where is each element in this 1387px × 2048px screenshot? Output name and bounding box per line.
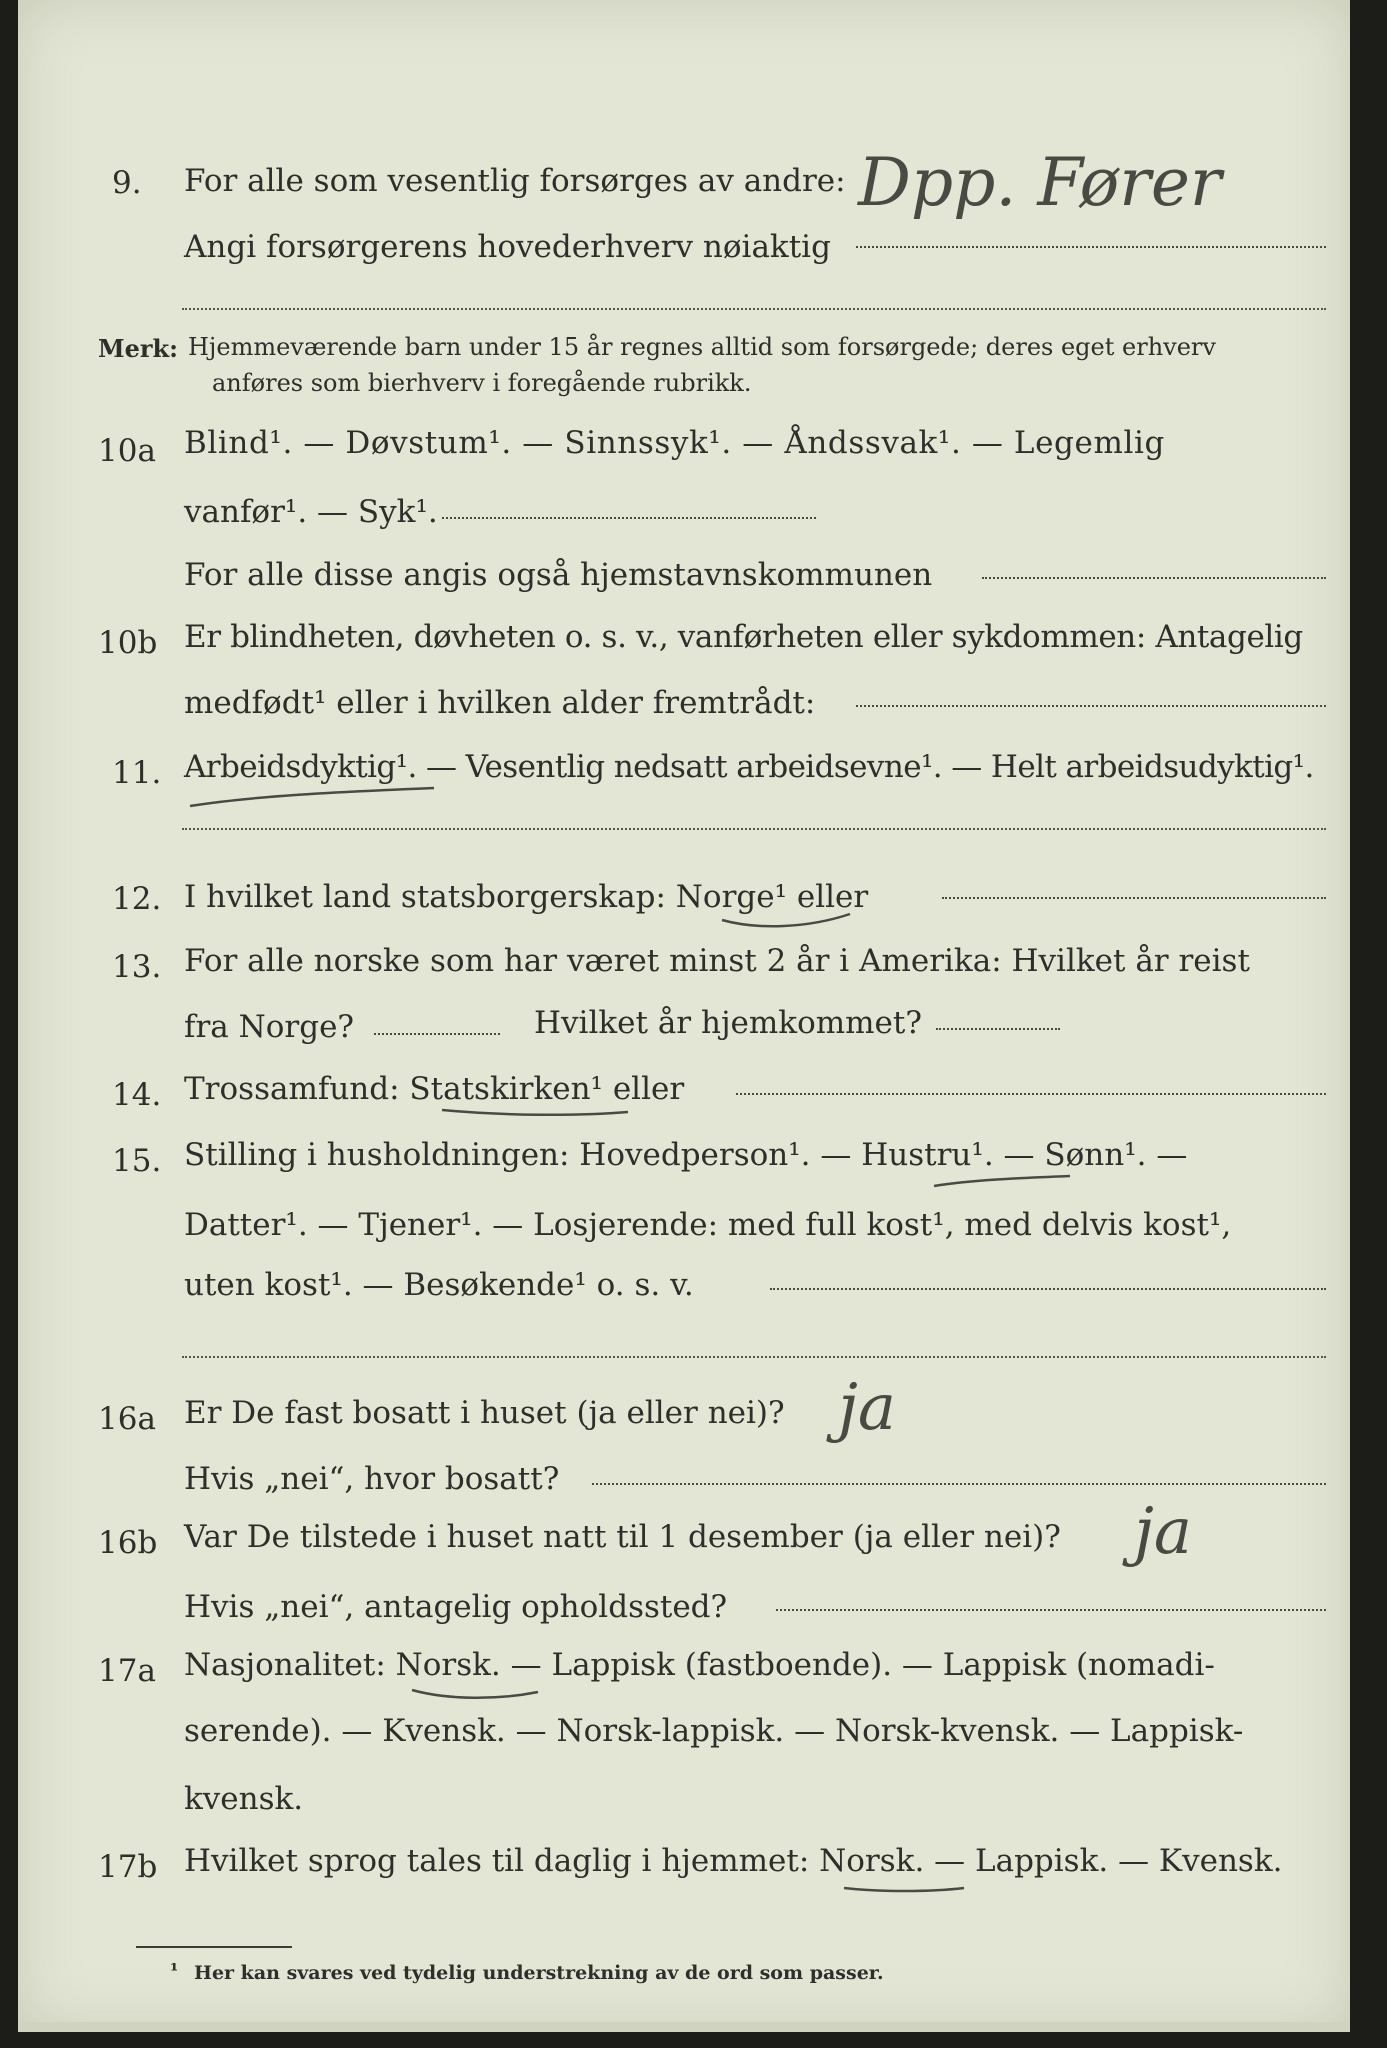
- q17b-handwritten-underline: [840, 1880, 970, 1902]
- q12-country-line: [942, 897, 1326, 899]
- q10a-line3: For alle disse angis også hjemstavnskommunen: [184, 557, 933, 593]
- q17a-line1: Nasjonalitet: Norsk. — Lappisk (fastboende). — Lappisk (nomadi-: [184, 1647, 1215, 1683]
- q11-number: 11.: [112, 755, 162, 791]
- q15-extra-line: [182, 1356, 1326, 1358]
- q16a-bosatt-line: [592, 1483, 1326, 1485]
- q16b-number: 16b: [98, 1525, 158, 1561]
- footnote-rule: [136, 1946, 292, 1948]
- q10b-age-line: [856, 705, 1326, 707]
- q17b-number: 17b: [98, 1849, 158, 1885]
- q10a-number: 10a: [98, 433, 156, 469]
- q10a-kommune-line: [982, 577, 1326, 579]
- q16b-line1: Var De tilstede i huset natt til 1 desember (ja eller nei)?: [184, 1519, 1061, 1555]
- q9-answer-line: [856, 246, 1326, 248]
- q16b-opholdssted-line: [776, 1609, 1326, 1611]
- q10b-number: 10b: [98, 625, 158, 661]
- q10a-line1: Blind¹. — Døvstum¹. — Sinnssyk¹. — Åndssvak¹. — Legemlig: [184, 425, 1165, 461]
- q15-line2: Datter¹. — Tjener¹. — Losjerende: med full kost¹, med delvis kost¹,: [184, 1207, 1232, 1243]
- q16a-handwritten-answer: ja: [838, 1371, 896, 1445]
- footnote-marker: ¹: [170, 1960, 179, 1982]
- q10a-syk-line: [442, 517, 816, 519]
- q16a-line2: Hvis „nei“, hvor bosatt?: [184, 1461, 560, 1497]
- q16a-line1: Er De fast bosatt i huset (ja eller nei)?: [184, 1395, 785, 1431]
- q9-number: 9.: [112, 165, 142, 201]
- q17a-number: 17a: [98, 1653, 156, 1689]
- q14-number: 14.: [112, 1077, 162, 1113]
- footnote-text: Her kan svares ved tydelig understrekning av de ord som passer.: [194, 1962, 884, 1984]
- q15-line3-answer: [770, 1288, 1326, 1290]
- q13-reist-line: [374, 1033, 500, 1035]
- q14-handwritten-underline: [438, 1102, 638, 1126]
- q10b-line2: medfødt¹ eller i hvilken alder fremtrådt:: [184, 685, 816, 721]
- q17a-line2: serende). — Kvensk. — Norsk-lappisk. — Norsk-kvensk. — Lappisk-: [184, 1713, 1244, 1749]
- q17a-handwritten-underline: [408, 1680, 548, 1706]
- merk-line2: anføres som bierhverv i foregående rubrikk.: [212, 369, 752, 397]
- q16b-handwritten-answer: ja: [1134, 1495, 1192, 1569]
- census-form-page: [18, 0, 1350, 2032]
- q14-line1: Trossamfund: Statskirken¹ eller: [184, 1071, 685, 1107]
- q9-line1: For alle som vesentlig forsørges av andre:: [184, 163, 846, 199]
- q17b-line1: Hvilket sprog tales til daglig i hjemmet: Norsk. — Lappisk. — Kvensk.: [184, 1843, 1283, 1879]
- q11-extra-line: [182, 828, 1326, 830]
- q9-handwritten-answer: Dpp. Fører: [858, 144, 1222, 221]
- q13-line2b: Hvilket år hjemkommet?: [534, 1005, 922, 1041]
- q14-trossamfund-line: [736, 1093, 1326, 1095]
- q12-number: 12.: [112, 881, 162, 917]
- q9-extra-line: [182, 308, 1326, 310]
- q11-line1: Arbeidsdyktig¹. — Vesentlig nedsatt arbeidsevne¹. — Helt arbeidsudyktig¹.: [184, 749, 1314, 785]
- q15-line3: uten kost¹. — Besøkende¹ o. s. v.: [184, 1267, 694, 1303]
- q11-handwritten-underline: [184, 786, 444, 816]
- q13-line1: For alle norske som har været minst 2 år i Amerika: Hvilket år reist: [184, 943, 1250, 979]
- q13-number: 13.: [112, 949, 162, 985]
- q15-number: 15.: [112, 1143, 162, 1179]
- q15-handwritten-underline: [930, 1164, 1080, 1194]
- q17a-line3: kvensk.: [184, 1781, 304, 1817]
- q13-hjemkommet-line: [936, 1028, 1060, 1030]
- q12-handwritten-underline: [718, 906, 858, 936]
- q16b-line2: Hvis „nei“, antagelig opholdssted?: [184, 1589, 728, 1625]
- merk-label: Merk:: [98, 334, 178, 363]
- q13-line2a: fra Norge?: [184, 1009, 355, 1045]
- q12-line1: I hvilket land statsborgerskap: Norge¹ eller: [184, 879, 869, 915]
- q10a-line2: vanfør¹. — Syk¹.: [184, 494, 438, 530]
- q9-line2: Angi forsørgerens hovederhverv nøiaktig: [184, 229, 831, 265]
- q10b-line1: Er blindheten, døvheten o. s. v., vanførheten eller sykdommen: Antagelig: [184, 619, 1303, 655]
- q15-line1: Stilling i husholdningen: Hovedperson¹. — Hustru¹. — Sønn¹. —: [184, 1137, 1188, 1173]
- merk-line1: Hjemmeværende barn under 15 år regnes alltid som forsørgede; deres eget erhverv: [188, 333, 1216, 361]
- q16a-number: 16a: [98, 1401, 156, 1437]
